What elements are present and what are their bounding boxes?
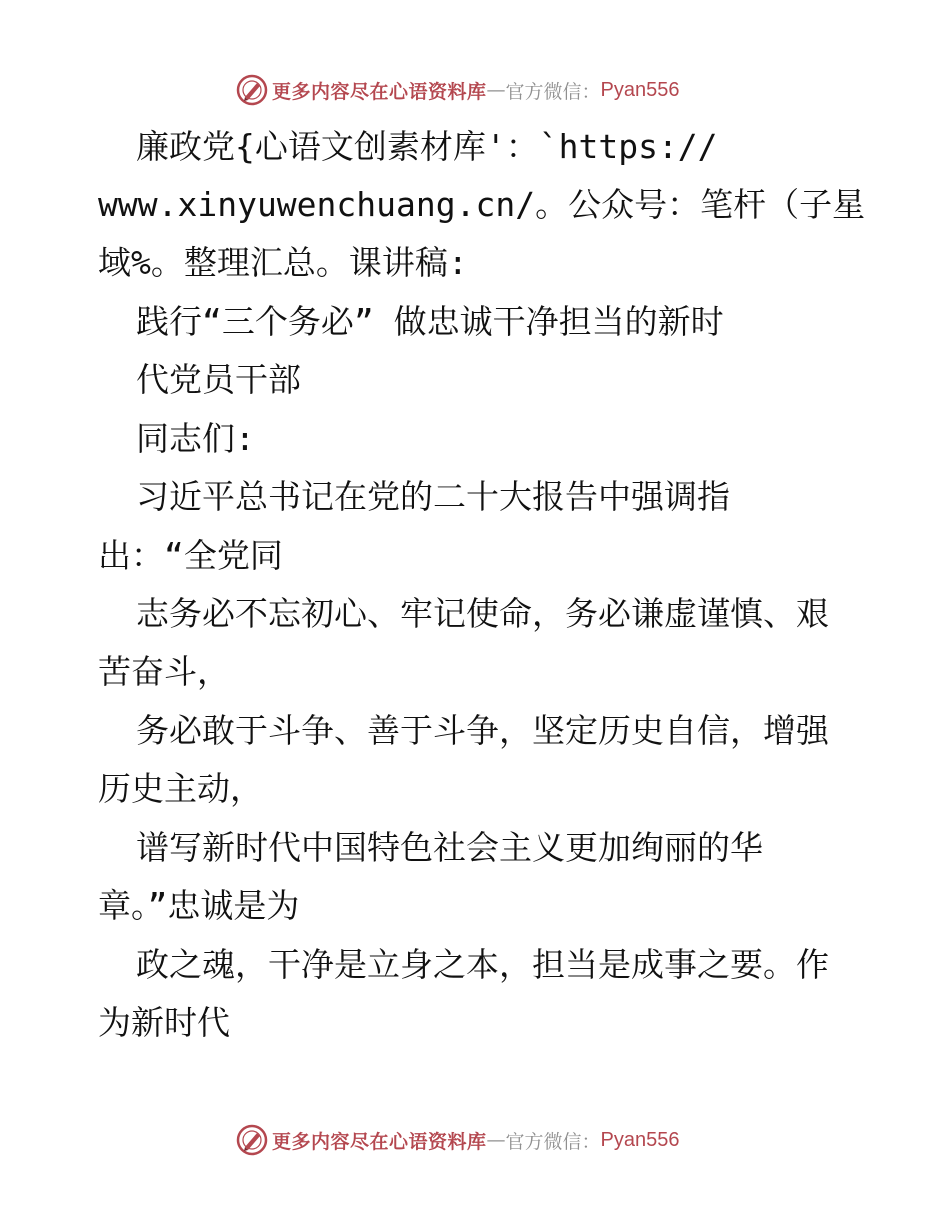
header-banner [236,73,680,107]
text-line: 历史主动， [98,769,263,808]
text-line: www.xinyuwenchuang.cn/。公众号：笔杆（子星 [98,185,866,224]
text-line: 志务必不忘初心、牢记使命，务必谦虚谨慎、艰 [136,594,829,633]
section-title-line: 践行“三个务必” 做忠诚干净担当的新时 [136,302,724,341]
text-line: 出：“全党同 [98,536,283,575]
banner-slogan: 更多内容尽在心语资料库 [272,1130,487,1153]
text-line: 域%。整理汇总。课讲稿: [98,243,468,282]
text-line: 习近平总书记在党的二十大报告中强调指 [136,477,730,516]
text-line: 为新时代 [98,1003,230,1042]
banner-separator: — [486,79,506,101]
text-line: 章。”忠诚是为 [98,886,300,925]
banner-wechat-id: Pyan556 [600,78,680,101]
banner-slogan: 更多内容尽在心语资料库 [272,80,487,103]
text-line: 政之魂，干净是立身之本，担当是成事之要。作 [136,945,829,984]
banner-wechat-label: 官方微信： [505,1130,601,1153]
footer-banner [236,1123,680,1157]
text-line: 廉政党{心语文创素材库'：`https:// [136,127,718,166]
text-line: 谱写新时代中国特色社会主义更加绚丽的华 [136,828,763,867]
banner-wechat-label: 官方微信： [505,80,601,103]
salutation-line: 同志们: [136,419,255,458]
banner-wechat-id: Pyan556 [600,1128,680,1151]
pen-logo-icon [236,74,268,106]
banner-separator: — [486,1129,506,1151]
section-title-line: 代党员干部 [136,360,301,399]
pen-logo-icon [236,1124,268,1156]
text-line: 苦奋斗， [98,652,230,691]
text-line: 务必敢于斗争、善于斗争，坚定历史自信，增强 [136,711,829,750]
